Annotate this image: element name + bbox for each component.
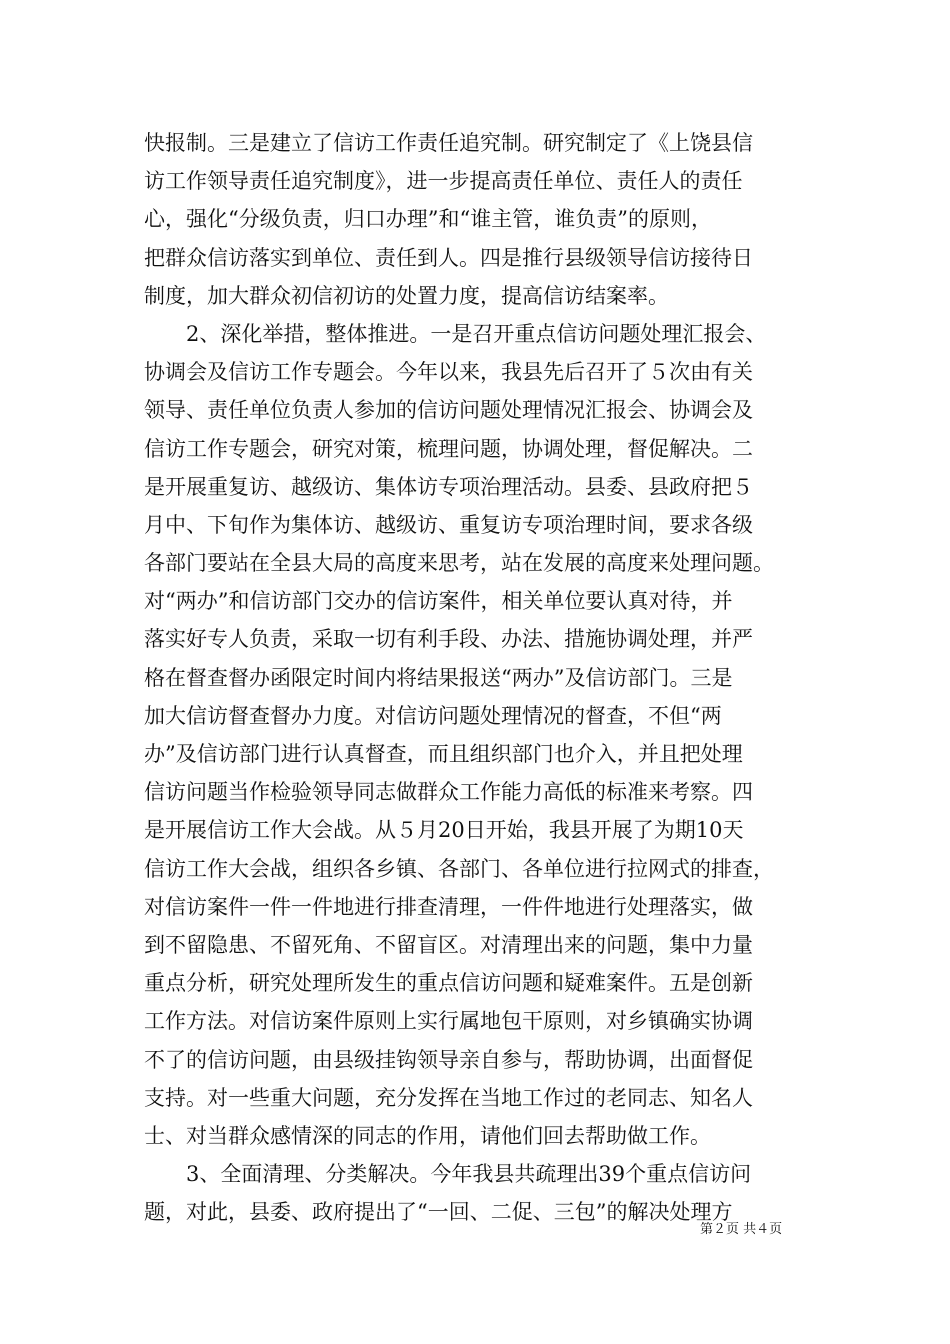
text-line: 协调会及信访工作专题会。今年以来，我县先后召开了５次由有关: [144, 360, 753, 385]
text-line: 格在督查督办函限定时间内将结果报送“两办”及信访部门。三是: [144, 665, 733, 690]
text-line: 制度，加大群众初信初访的处置力度，提高信访结案率。: [144, 283, 669, 308]
text-line: 信访问题当作检验领导同志做群众工作能力高低的标准来考察。四: [144, 780, 753, 805]
text-line: 落实好专人负责，采取一切有利手段、办法、措施协调处理，并严: [144, 627, 753, 652]
text-line: 到不留隐患、不留死角、不留盲区。对清理出来的问题，集中力量: [144, 932, 753, 957]
page-number-footer: 第２页 共４页: [700, 1222, 783, 1237]
text-line: 信访工作大会战，组织各乡镇、各部门、各单位进行拉网式的排查，: [144, 856, 774, 881]
text-line: 对“两办”和信访部门交办的信访案件，相关单位要认真对待，并: [144, 589, 733, 614]
text-line: 把群众信访落实到单位、责任到人。四是推行县级领导信访接待日: [144, 245, 753, 270]
text-line: 是开展信访工作大会战。从５月20日开始，我县开展了为期10天: [144, 818, 744, 843]
text-line: 心，强化“分级负责，归口办理”和“谁主管，谁负责”的原则，: [144, 207, 712, 232]
text-line: 月中、下旬作为集体访、越级访、重复访专项治理时间，要求各级: [144, 512, 753, 537]
body-text: [144, 124, 816, 1231]
text-line: 重点分析，研究处理所发生的重点信访问题和疑难案件。五是创新: [144, 971, 753, 996]
text-line: 工作方法。对信访案件原则上实行属地包干原则，对乡镇确实协调: [144, 1009, 753, 1034]
text-line: 对信访案件一件一件地进行排查清理，一件件地进行处理落实，做: [144, 894, 753, 919]
paragraph-start-line: 2、深化举措，整体推进。一是召开重点信访问题处理汇报会、: [186, 321, 767, 346]
text-line: 加大信访督查督办力度。对信访问题处理情况的督查，不但“两: [144, 703, 722, 728]
text-line: 信访工作专题会，研究对策，梳理问题，协调处理，督促解决。二: [144, 436, 753, 461]
text-line: 各部门要站在全县大局的高度来思考，站在发展的高度来处理问题。: [144, 551, 774, 576]
paragraph-start-line: 3、全面清理、分类解决。今年我县共疏理出39个重点信访问: [186, 1162, 752, 1187]
text-line: 访工作领导责任追究制度》，进一步提高责任单位、责任人的责任: [144, 169, 743, 194]
text-line: 支持。对一些重大问题，充分发挥在当地工作过的老同志、知名人: [144, 1085, 753, 1110]
text-line: 士、对当群众感情深的同志的作用，请他们回去帮助做工作。: [144, 1123, 711, 1148]
text-line: 题，对此，县委、政府提出了“一回、二促、三包”的解决处理方: [144, 1200, 733, 1225]
text-line: 快报制。三是建立了信访工作责任追究制。研究制定了《上饶县信: [144, 131, 753, 155]
text-line: 不了的信访问题，由县级挂钩领导亲自参与，帮助协调，出面督促: [144, 1047, 753, 1072]
text-line: 领导、责任单位负责人参加的信访问题处理情况汇报会、协调会及: [144, 398, 753, 423]
text-line: 办”及信访部门进行认真督查，而且组织部门也介入，并且把处理: [144, 742, 743, 766]
text-line: 是开展重复访、越级访、集体访专项治理活动。县委、县政府把５: [144, 474, 753, 499]
